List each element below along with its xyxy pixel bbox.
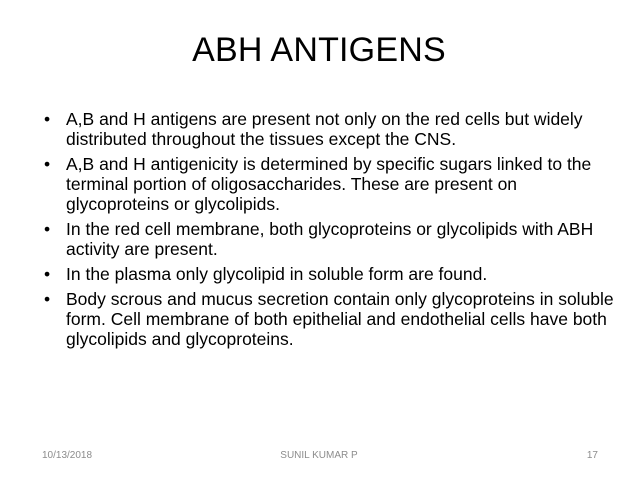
bullet-text: In the plasma only glycolipid in soluble form are found.	[66, 264, 488, 284]
bullet-item	[44, 289, 619, 349]
bullet-item	[44, 109, 619, 149]
bullet-text: A,B and H antigens are present not only on the red cells but widely distributed throughout the tissues except the CNS.	[66, 109, 583, 149]
bullet-item	[44, 219, 619, 259]
bullet-icon: •	[44, 289, 51, 309]
bullet-text: Body scrous and mucus secretion contain only glycoproteins in soluble form. Cell membrane of both epithelial and endothelial cells have both glycolipids and glycoproteins.	[66, 289, 614, 349]
bullet-text: In the red cell membrane, both glycoproteins or glycolipids with ABH activity are present.	[66, 219, 594, 259]
bullet-icon: •	[44, 154, 51, 174]
bullet-icon: •	[44, 219, 51, 239]
footer-author: SUNIL KUMAR P	[280, 450, 358, 461]
footer-page-number: 17	[586, 450, 598, 461]
bullet-item	[44, 154, 619, 214]
bullet-item	[44, 264, 619, 284]
bullet-icon: •	[44, 264, 51, 284]
bullet-icon: •	[44, 109, 51, 129]
slide-title: ABH ANTIGENS	[192, 31, 446, 69]
bullet-list	[44, 109, 619, 354]
footer-date: 10/13/2018	[42, 450, 93, 461]
bullet-text: A,B and H antigenicity is determined by specific sugars linked to the terminal portion of oligosaccharides. These are present on glycoproteins or glycolipids.	[66, 154, 592, 214]
